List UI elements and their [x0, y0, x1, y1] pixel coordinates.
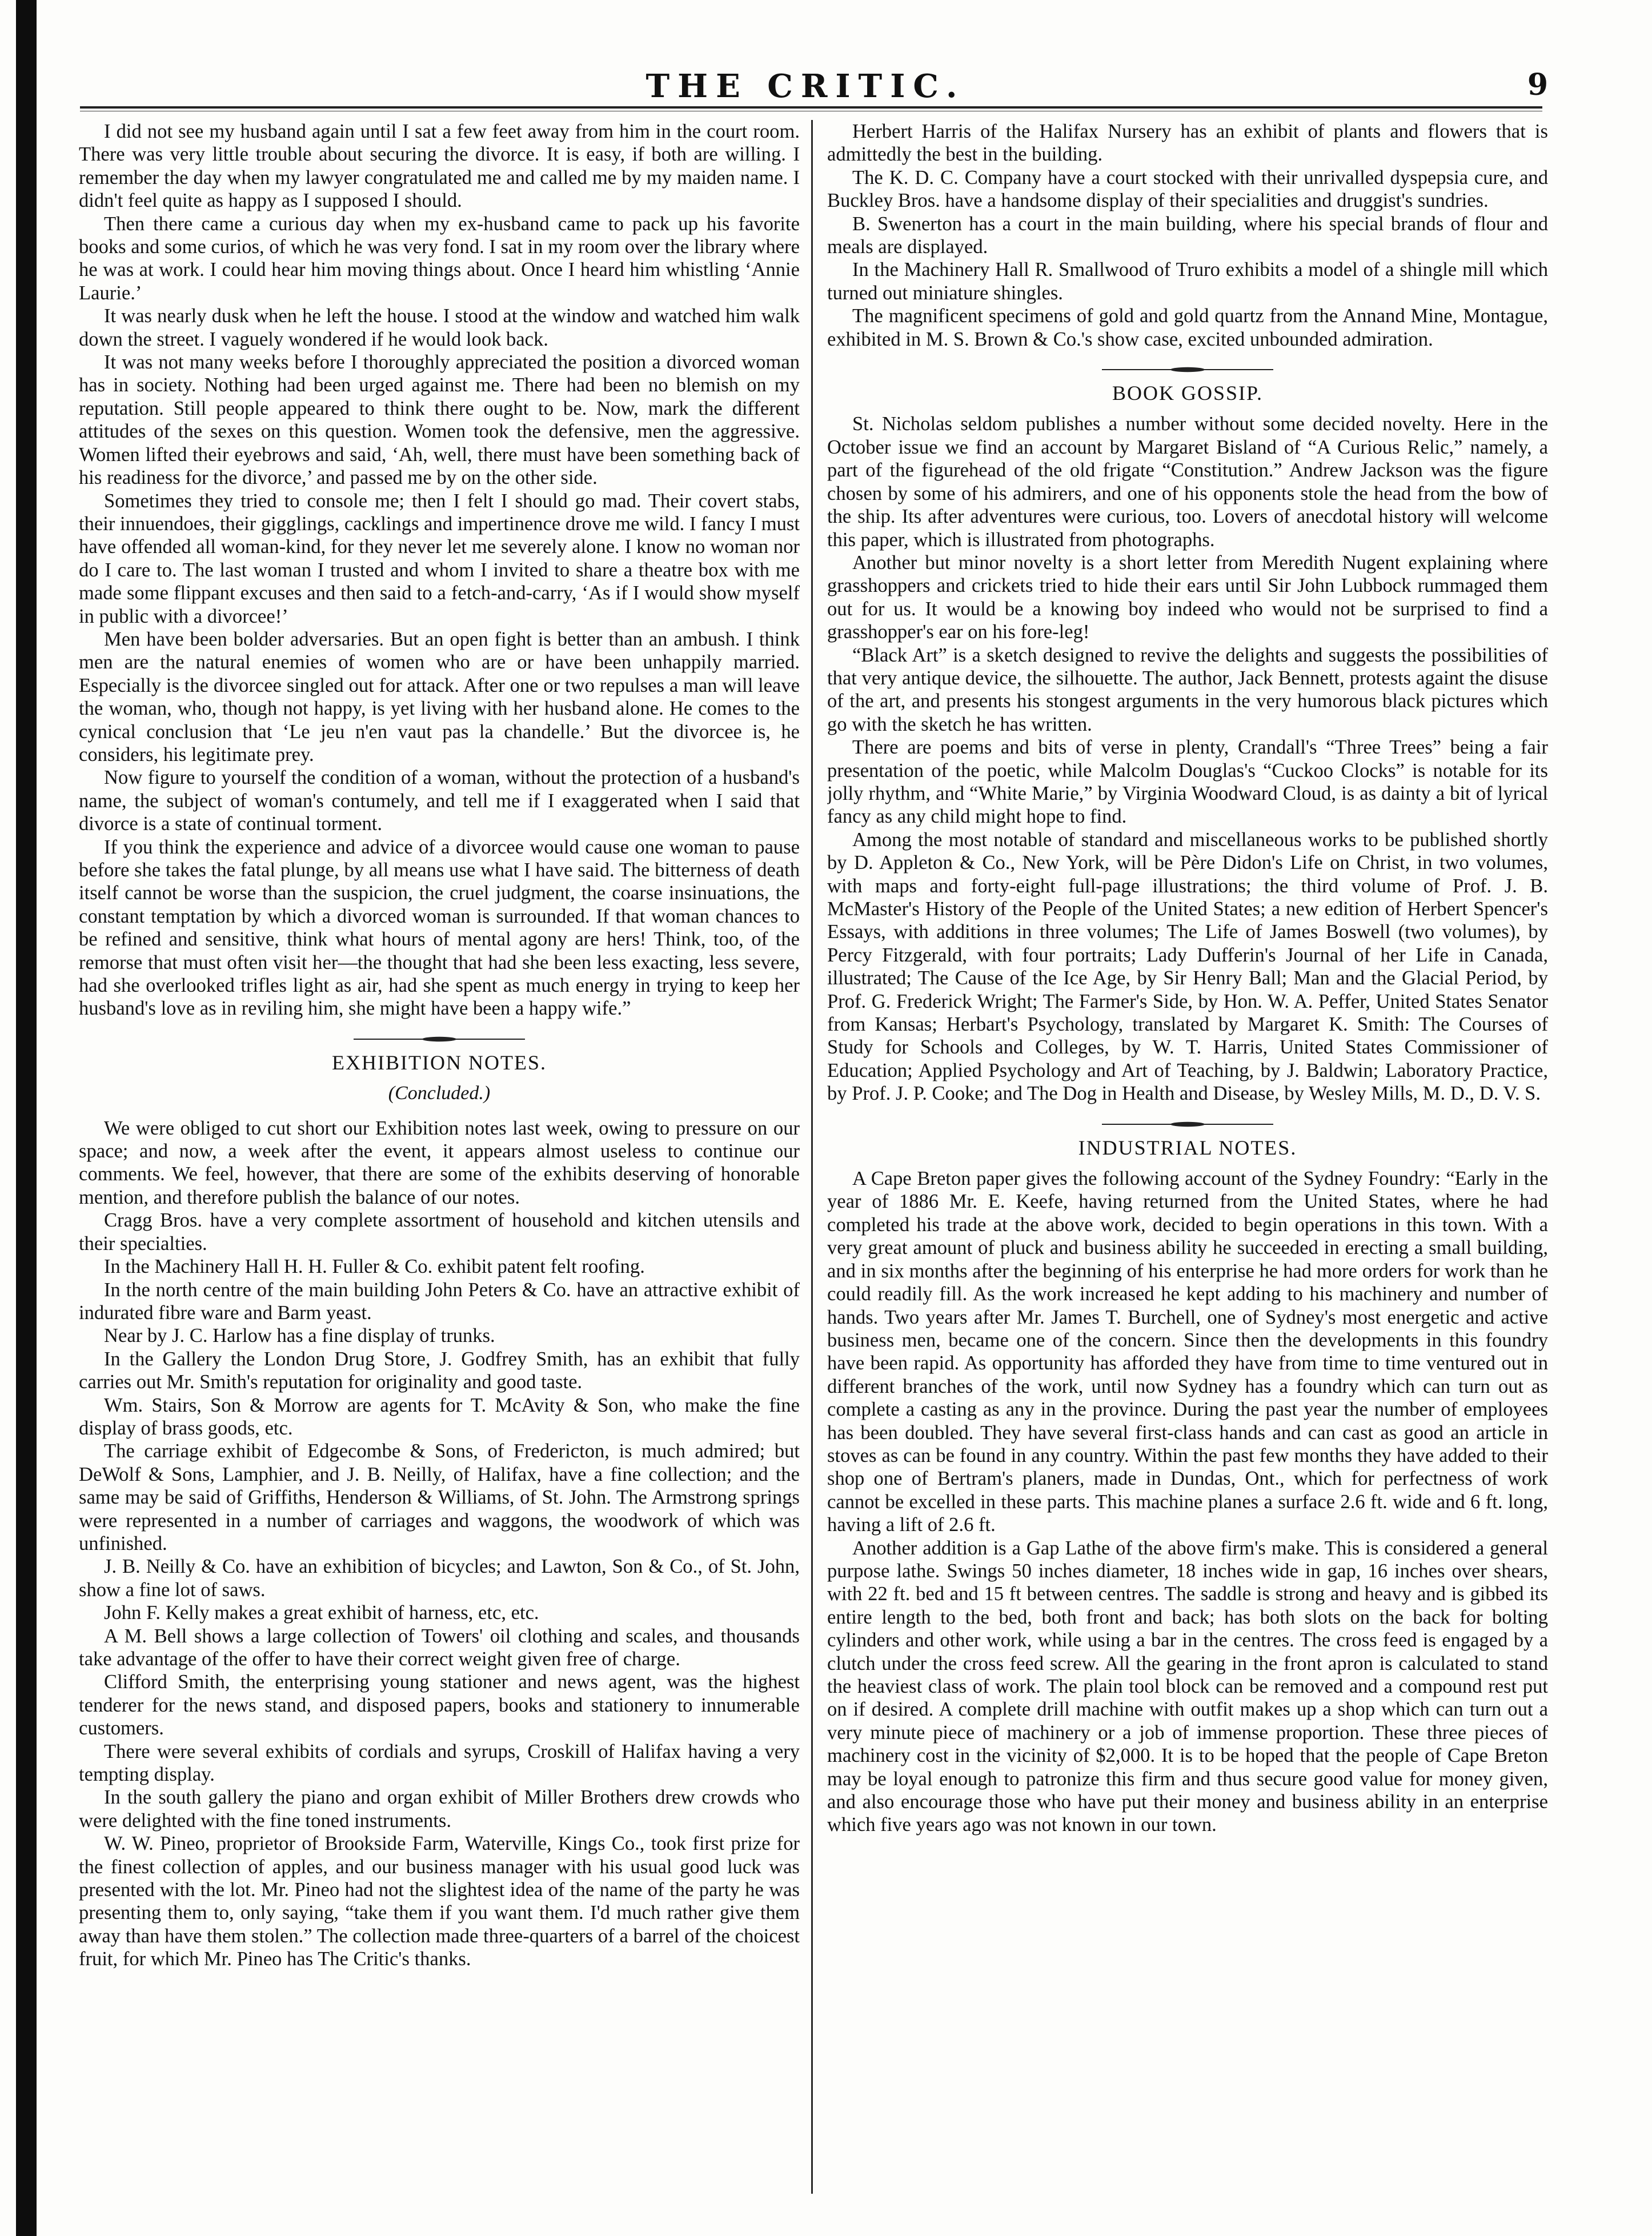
column-divider — [811, 120, 813, 2194]
page-title: THE CRITIC. — [645, 67, 965, 105]
article-paragraph: “Black Art” is a sketch designed to revive the delights and suggests the possibilities of that very antique device, the silhouette. The author, Jack Bennett, protests againt the disuse of the art, and presents his stongest arguments in the very humorous black pictures which go with the sketch he has written. — [827, 644, 1548, 735]
article-paragraph: Clifford Smith, the enterprising young stationer and news agent, was the highest tenderer for the news stand, and disposed papers, books and stationery to innumerable customers. — [79, 1671, 800, 1740]
article-paragraph: Another addition is a Gap Lathe of the above firm's make. This is considered a general purpose lathe. Swings 50 inches diameter, 18 inches wide in gap, 16 inches over shears, with 22 ft. bed and 15 ft between centres. The saddle is strong and heavy and is gibbed its entire length to the bed, both front and back; has both slots on the back for bolting cylinders and other work, while using a bar in the centres. The cross feed is engaged by a clutch under the cross feed screw. All the gearing in the front apron is calculated to stand the heaviest class of work. The plain tool block can be removed and a compound rest put on if desired. A complete drill machine with outfit makes up a shop which can turn out a very minute piece of machinery or a job of immense proportion. These three pieces of machinery cost in the vicinity of $2,000. It is to be hoped that the people of Cape Breton may be loyal enough to patronize this firm and thus secure good value for money given, and also encourage those who have put their money and business ability in an enterprise which five years ago was not known in our town. — [827, 1537, 1548, 1836]
article-paragraph: Then there came a curious day when my ex-husband came to pack up his favorite books and some curios, of which he was very fond. I sat in my room over the library where he was at work. I could hear him moving things about. Once I heard him whistling ‘Annie Laurie.’ — [79, 213, 800, 304]
article-paragraph: There were several exhibits of cordials and syrups, Croskill of Halifax having a very tempting display. — [79, 1740, 800, 1786]
right-column — [827, 120, 1548, 2199]
article-paragraph: If you think the experience and advice of a divorcee would cause one woman to pause before she takes the fatal plunge, by all means use what I have said. The bitterness of death itself cannot be worse than the suspicion, the cruel judgment, the coarse insinuations, the constant temptation by which a divorced woman is surrounded. If that woman chances to be refined and sensitive, think what hours of mental agony are hers! Think, too, of the remorse that must often visit her—the thought that had she been less exacting, less severe, had she overlooked trifles light as air, had she spent as much energy in trying to keep her husband's love as in reviling him, she might have been a happy wife.” — [79, 836, 800, 1020]
article-paragraph: St. Nicholas seldom publishes a number without some decided novelty. Here in the October issue we find an account by Margaret Bisland of “A Curious Relic,” namely, a part of the figurehead of the old frigate “Constitution.” Andrew Jackson was the figure chosen by some of his admirers, and one of his opponents stole the head from the bow of the ship. Its after adventures were curious, too. Lovers of anecdotal history will welcome this paper, which is illustrated from photographs. — [827, 413, 1548, 551]
article-paragraph: There are poems and bits of verse in plenty, Crandall's “Three Trees” being a fair presentation of the poetic, while Malcolm Douglas's “Cuckoo Clocks” is notable for its jolly rhythm, and “White Marie,” by Virginia Woodward Cloud, is as dainty a bit of lyrical fancy as any child might hope to find. — [827, 736, 1548, 828]
page-number: 9 — [1527, 67, 1548, 102]
article-paragraph: Wm. Stairs, Son & Morrow are agents for T. McAvity & Son, who make the fine display of brass goods, etc. — [79, 1394, 800, 1439]
article-paragraph: The K. D. C. Company have a court stocked with their unrivalled dyspepsia cure, and Buckley Bros. have a handsome display of their specialities and druggist's sundries. — [827, 166, 1548, 212]
article-paragraph: Another but minor novelty is a short letter from Meredith Nugent explaining where grasshoppers and crickets tried to hide their ears until Sir John Lubbock rummaged them out for us. It would be a knowing boy indeed who would not be surprised to find a grasshopper's ear on his fore-leg! — [827, 551, 1548, 643]
article-paragraph: I did not see my husband again until I sat a few feet away from him in the court room. There was very little trouble about securing the divorce. It is easy, if both are willing. I remember the day when my lawyer congratulated me and called me by my maiden name. I didn't feel quite as happy as I supposed I should. — [79, 121, 800, 212]
article-paragraph: B. Swenerton has a court in the main building, where his special brands of flour and meals are displayed. — [827, 213, 1548, 258]
article-paragraph: Men have been bolder adversaries. But an open fight is better than an ambush. I think men are the natural enemies of women who are or have been unhappily married. Especially is the divorcee singled out for attack. After one or two repulses a man will leave the woman, who, though not happy, is yet living with her husband alone. He comes to the cynical conclusion that ‘Le jeu n'en vaut pas la chandelle.’ But the divorcee is, he considers, his legitimate prey. — [79, 628, 800, 766]
section-heading-industrial: INDUSTRIAL NOTES. — [1078, 1136, 1297, 1159]
masthead-rule — [80, 106, 1542, 109]
section-ornament-rule — [827, 1120, 1548, 1128]
section-ornament-rule — [79, 1035, 800, 1043]
article-paragraph: Cragg Bros. have a very complete assortment of household and kitchen utensils and their specialties. — [79, 1209, 800, 1255]
article-paragraph: John F. Kelly makes a great exhibit of harness, etc, etc. — [104, 1602, 539, 1624]
article-paragraph: Herbert Harris of the Halifax Nursery has an exhibit of plants and flowers that is admittedly the best in the building. — [827, 121, 1548, 166]
left-column — [79, 120, 800, 2199]
article-paragraph: Now figure to yourself the condition of a woman, without the protection of a husband's name, the subject of woman's contumely, and tell me if I exaggerated when I said that divorce is a state of continual torment. — [79, 767, 800, 835]
article-paragraph: The carriage exhibit of Edgecombe & Sons, of Fredericton, is much admired; but DeWolf & Sons, Lamphier, and J. B. Neilly, of Halifax, have a fine collection; and the same may be said of Griffiths, Henderson & Williams, of St. John. The Armstrong springs were represented in a number of carriages and waggons, the woodwork of which was unfinished. — [79, 1440, 800, 1554]
section-heading-book-gossip: BOOK GOSSIP. — [1112, 382, 1264, 405]
section-heading-exhibition: EXHIBITION NOTES. — [332, 1051, 547, 1074]
article-paragraph: A Cape Breton paper gives the following account of the Sydney Foundry: “Early in the year of 1886 Mr. E. Keefe, having returned from the United States, where he had completed his trade at the above work, decided to begin operations in this town. With a very great amount of pluck and business ability he succeeded in erecting a small building, and in six months after the beginning of his enterprise he had more orders for work than he could readily fill. As the work increased he kept adding to his machinery and number of hands. Two years after Mr. James T. Burchell, one of Sydney's most energetic and active business men, became one of the concern. Since then the developments in this foundry have been rapid. As opportunity has afforded they have from time to time ventured out in different branches of the work, until now Sydney has a foundry which can turn out as complete a casting as any in the province. During the past year the number of employees has been doubled. They have several first-class hands and can cast as good an article in stoves as can be found in any country. Within the past few months they have added to their shop one of Bertram's planers, made in Dundas, Ont., which for perfectness of work cannot be excelled in these parts. This machine planes a surface 2.6 ft. wide and 6 ft. long, having a lift of 2.6 ft. — [827, 1168, 1548, 1536]
article-paragraph: A M. Bell shows a large collection of Towers' oil clothing and scales, and thousands take advantage of the offer to have their correct weight given free of charge. — [79, 1625, 800, 1670]
article-paragraph: In the south gallery the piano and organ exhibit of Miller Brothers drew crowds who were delighted with the fine toned instruments. — [79, 1786, 800, 1832]
article-paragraph: In the Machinery Hall R. Smallwood of Truro exhibits a model of a shingle mill which turned out miniature shingles. — [827, 259, 1548, 304]
page-binding-edge — [16, 0, 37, 2236]
section-subheading: (Concluded.) — [388, 1083, 491, 1104]
article-paragraph: It was nearly dusk when he left the house. I stood at the window and watched him walk down the street. I vaguely wondered if he would look back. — [79, 305, 800, 350]
article-paragraph: In the north centre of the main building John Peters & Co. have an attractive exhibit of indurated fibre ware and Barm yeast. — [79, 1279, 800, 1324]
section-ornament-rule — [827, 366, 1548, 374]
article-paragraph: Near by J. C. Harlow has a fine display of trunks. — [104, 1325, 495, 1347]
article-paragraph: Sometimes they tried to console me; then I felt I should go mad. Their covert stabs, their innuendoes, their gigglings, cacklings and impertinence drove me wild. I fancy I must have offended all woman-kind, for they never let me severely alone. I know no woman nor do I care to. The last woman I trusted and whom I invited to share a theatre box with me made some flippant excuses and then said to a fetch-and-carry, ‘As if I would show myself in public with a divorcee!’ — [79, 490, 800, 627]
article-paragraph: J. B. Neilly & Co. have an exhibition of bicycles; and Lawton, Son & Co., of St. John, show a fine lot of saws. — [79, 1556, 800, 1601]
article-paragraph: In the Gallery the London Drug Store, J. Godfrey Smith, has an exhibit that fully carries out Mr. Smith's reputation for originality and good taste. — [79, 1348, 800, 1393]
article-paragraph: W. W. Pineo, proprietor of Brookside Farm, Waterville, Kings Co., took first prize for the finest collection of apples, and our business manager with his usual good luck was presented with the lot. Mr. Pineo had not the slightest idea of the name of the party he was presenting them to, only saying, “take them if you want them. I'd much rather give them away than have them stolen.” The collection made three-quarters of a barrel of the choicest fruit, for which Mr. Pineo has The Critic's thanks. — [79, 1833, 800, 1970]
article-paragraph: Among the most notable of standard and miscellaneous works to be published shortly by D. Appleton & Co., New York, will be Père Didon's Life on Christ, in two volumes, with maps and forty-eight full-page illustrations; the third volume of Prof. J. B. McMaster's History of the People of the United States; a new edition of Herbert Spencer's Essays, with additions in three volumes; The Life of James Boswell (two volumes), by Percy Fitzgerald, with four portraits; Lady Dufferin's Journal of her Life in Canada, illustrated; The Cause of the Ice Age, by Sir Henry Ball; Man and the Glacial Period, by Prof. G. Frederick Wright; The Farmer's Side, by Hon. W. A. Peffer, United States Senator from Kansas; Herbart's Psychology, translated by Margaret K. Smith: The Courses of Study for Schools and Colleges, by W. T. Harris, United States Commissioner of Education; Applied Psychology and Art of Teaching, by J. Baldwin; Laboratory Practice, by Prof. J. P. Cooke; and The Dog in Health and Disease, by Wesley Mills, M. D., D. V. S. — [827, 828, 1548, 1105]
article-paragraph: We were obliged to cut short our Exhibition notes last week, owing to pressure on our space; and now, a week after the event, it appears almost useless to continue our comments. We feel, however, that there are some of the exhibits deserving of honorable mention, and therefore publish the balance of our notes. — [79, 1117, 800, 1208]
masthead — [69, 67, 1548, 105]
article-paragraph: In the Machinery Hall H. H. Fuller & Co. exhibit patent felt roofing. — [104, 1256, 645, 1278]
article-paragraph: It was not many weeks before I thoroughly appreciated the position a divorced woman has in society. Nothing had been urged against me. There had been no blemish on my reputation. Still people appeared to think there ought to be. Now, mark the different attitudes of the sexes on this question. Women took the defensive, men the aggressive. Women lifted their eyebrows and said, ‘Ah, well, there must have been something back of his readiness for the divorce,’ and passed me by on the other side. — [79, 351, 800, 489]
article-paragraph: The magnificent specimens of gold and gold quartz from the Annand Mine, Montague, exhibited in M. S. Brown & Co.'s show case, excited unbounded admiration. — [827, 305, 1548, 350]
